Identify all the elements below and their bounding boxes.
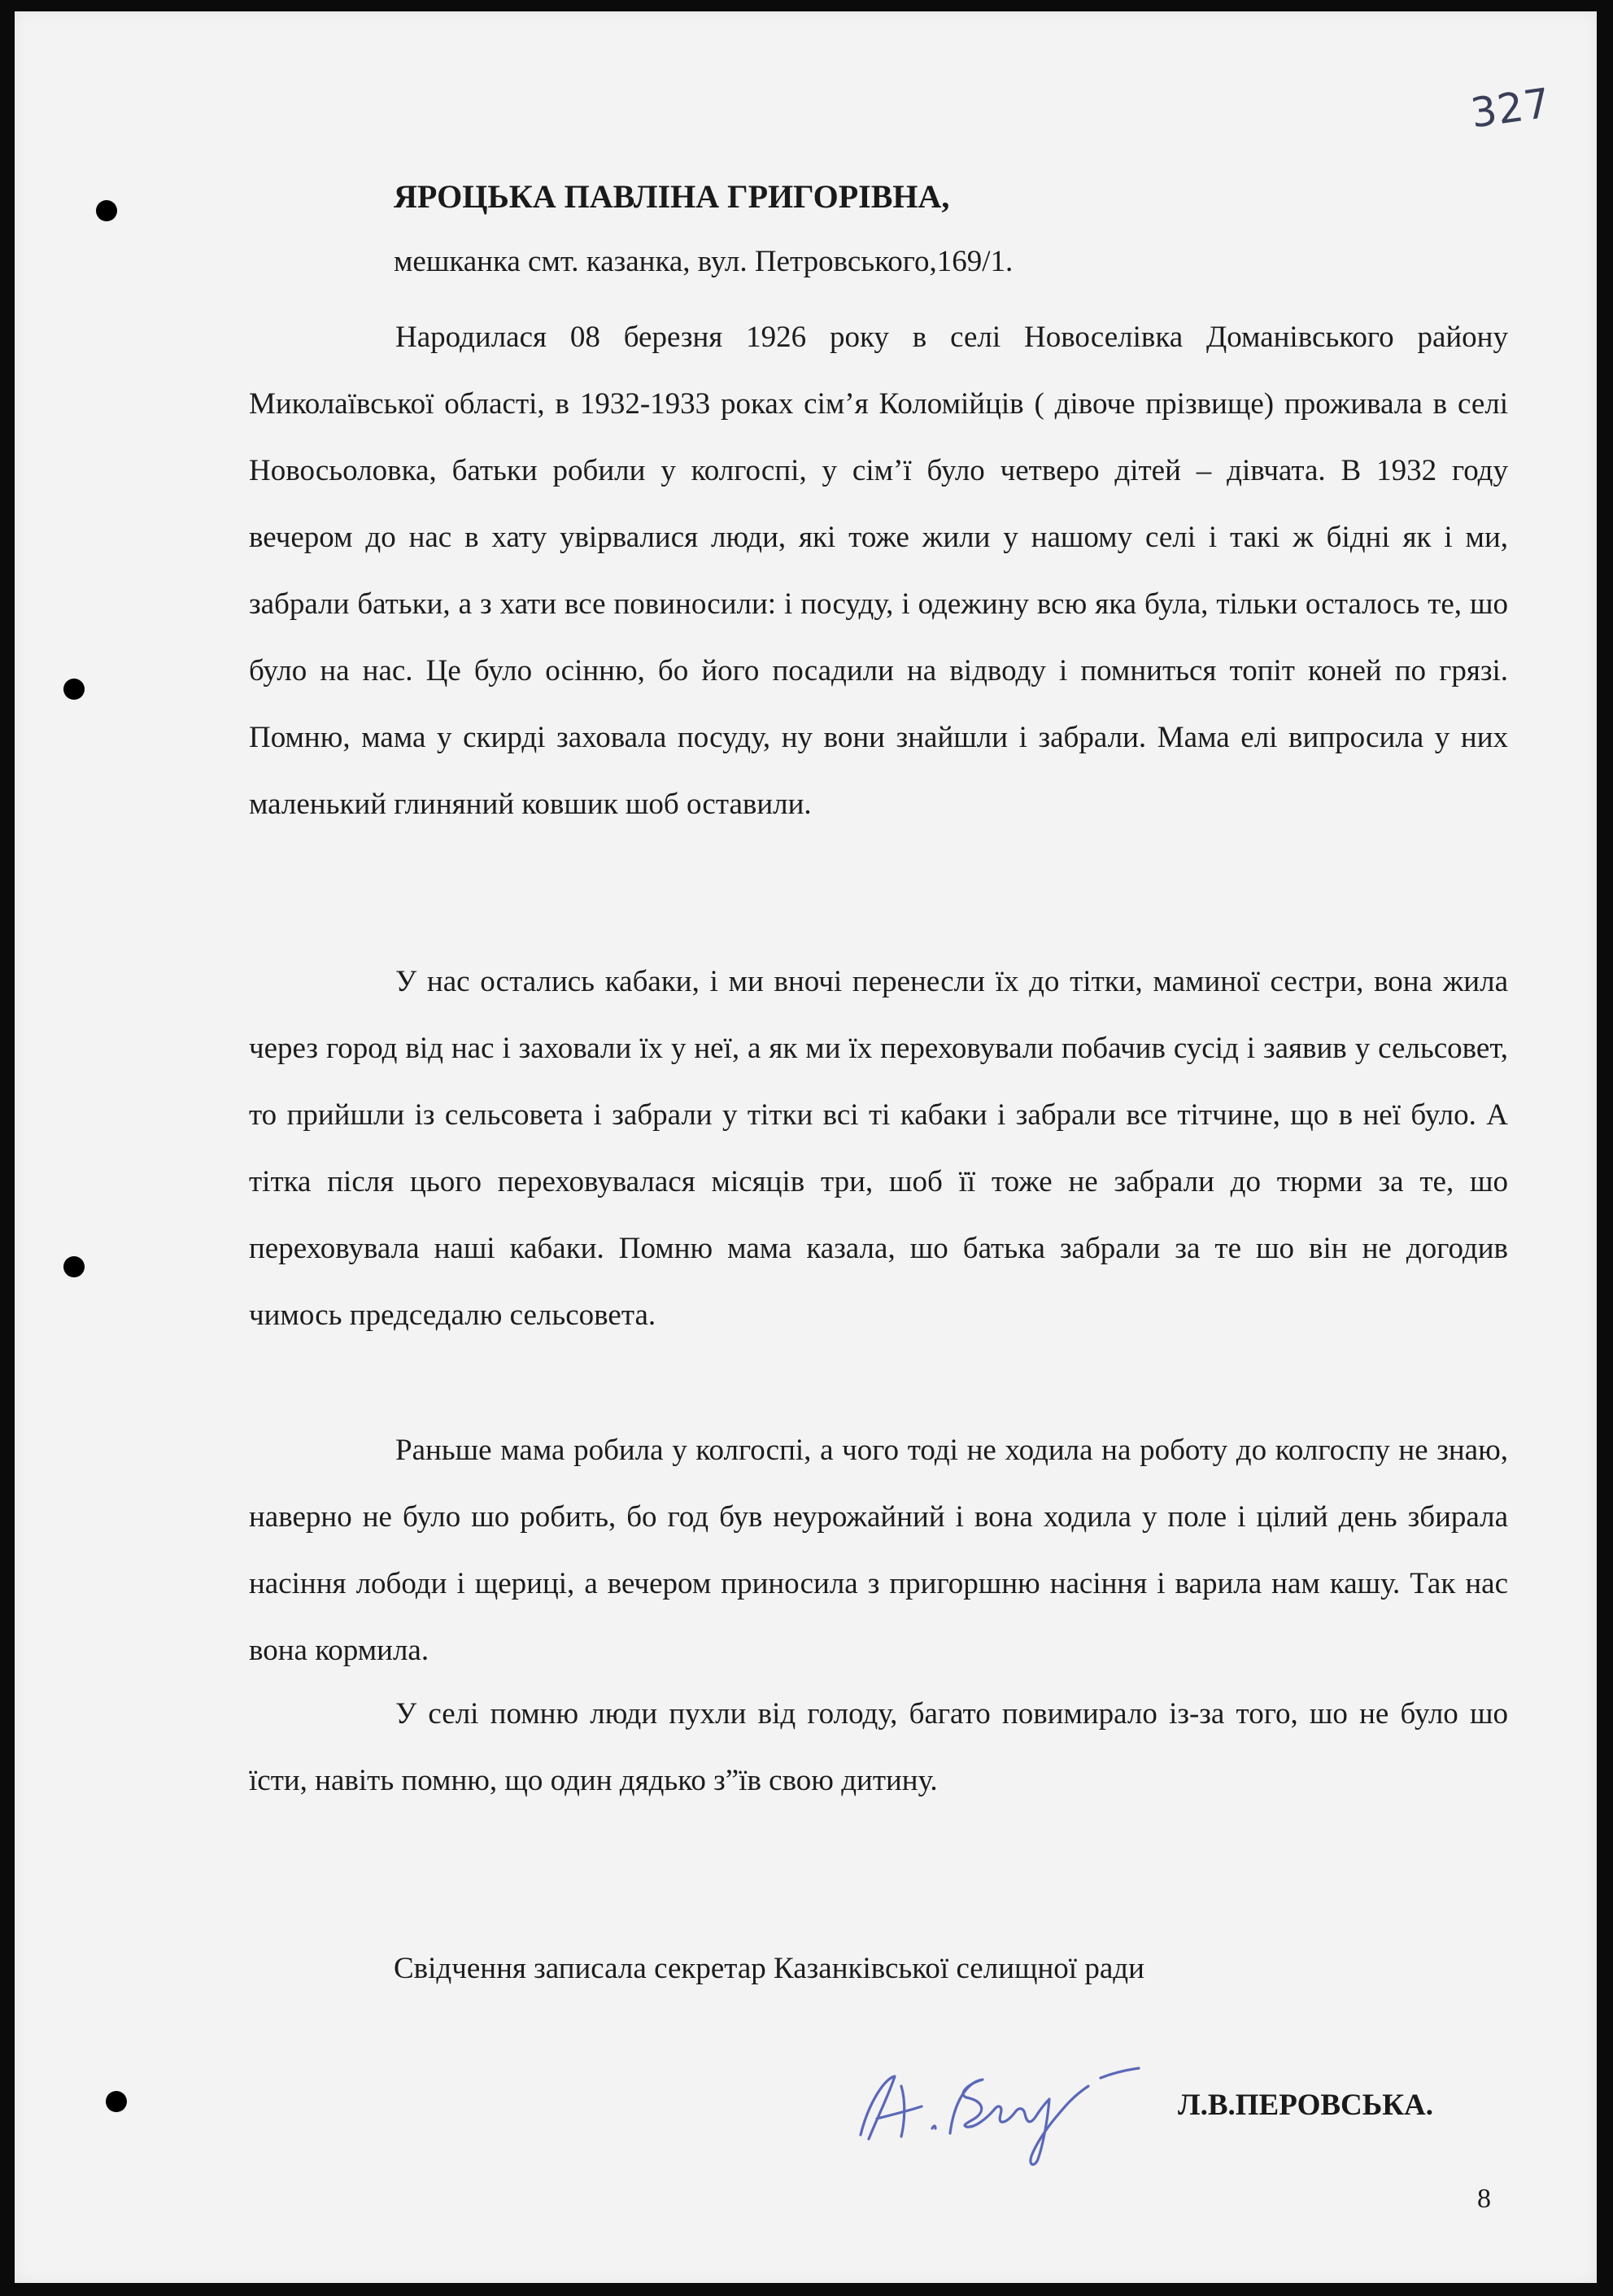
page-number: 8 xyxy=(1477,2184,1491,2214)
document-page xyxy=(15,11,1597,2283)
testimony-paragraph-3: Раньше мама робила у колгоспі, а чого тоді не ходила на роботу до колгоспу не знаю, наверно не було шо робить, бо год був неурожайний і вона ходила у поле і цілий день збирала насіння лободи і щериці, а вечером приносила з пригоршню насіння і варила нам кашу. Так нас вона кормила. xyxy=(249,1434,1508,1667)
archive-page-number: 327 xyxy=(1467,79,1554,137)
recorded-by-line: Свідчення записала секретар Казанківської селищної ради xyxy=(394,1952,1144,1985)
testimony-paragraph-4: У селі помню люди пухли від голоду, багато повимирало із-за того, шо не було шо їсти, навіть помню, що один дядько з”їв свою дитину. xyxy=(249,1697,1508,1797)
punch-hole xyxy=(63,1256,85,1277)
witness-residence: мешканка смт. казанка, вул. Петровського,169/1. xyxy=(394,245,1014,278)
punch-hole xyxy=(96,200,117,221)
punch-hole xyxy=(63,679,85,700)
testimony-paragraph-2: У нас остались кабаки, і ми вночі перенесли їх до тітки, маминої сестри, вона жила через город від нас і заховали їх у неї, а як ми їх переховували побачив сусід і заявив у сельсовет, то прийшли із сельсовета і забрали у тітки всі ті кабаки і забрали все тітчине, що в неї було. А тітка після цього переховувалася місяців три, шоб її тоже не забрали до тюрми за те, шо переховувала наші кабаки. Помню мама казала, шо батька забрали за те шо він не догодив чимось председалю сельсовета. xyxy=(249,965,1508,1332)
witness-name: ЯРОЦЬКА ПАВЛІНА ГРИГОРІВНА, xyxy=(394,178,950,215)
punch-hole xyxy=(106,2091,127,2112)
testimony-paragraph-1: Народилася 08 березня 1926 року в селі Новоселівка Доманівського району Миколаївської області, в 1932-1933 роках сім’я Коломійців ( дівоче прізвище) проживала в селі Новосьоловка, батьки робили у колгоспі, у сім’ї було четверо дітей – дівчата. В 1932 году вечером до нас в хату увірвалися люди, які тоже жили у нашому селі і такі ж бідні як і ми, забрали батьки, а з хати все повиносили: і посуду, і одежину всю яка була, тільки осталось те, шо було на нас. Це було осінню, бо його посадили на відводу і помниться топіт коней по грязі. Помню, мама у скирді заховала посуду, ну вони знайшли і забрали. Мама елі випросила у них маленький глиняний ковшик шоб оставили. xyxy=(249,321,1508,821)
handwritten-signature xyxy=(844,2037,1153,2184)
signer-name: Л.В.ПЕРОВСЬКА. xyxy=(1178,2089,1434,2122)
